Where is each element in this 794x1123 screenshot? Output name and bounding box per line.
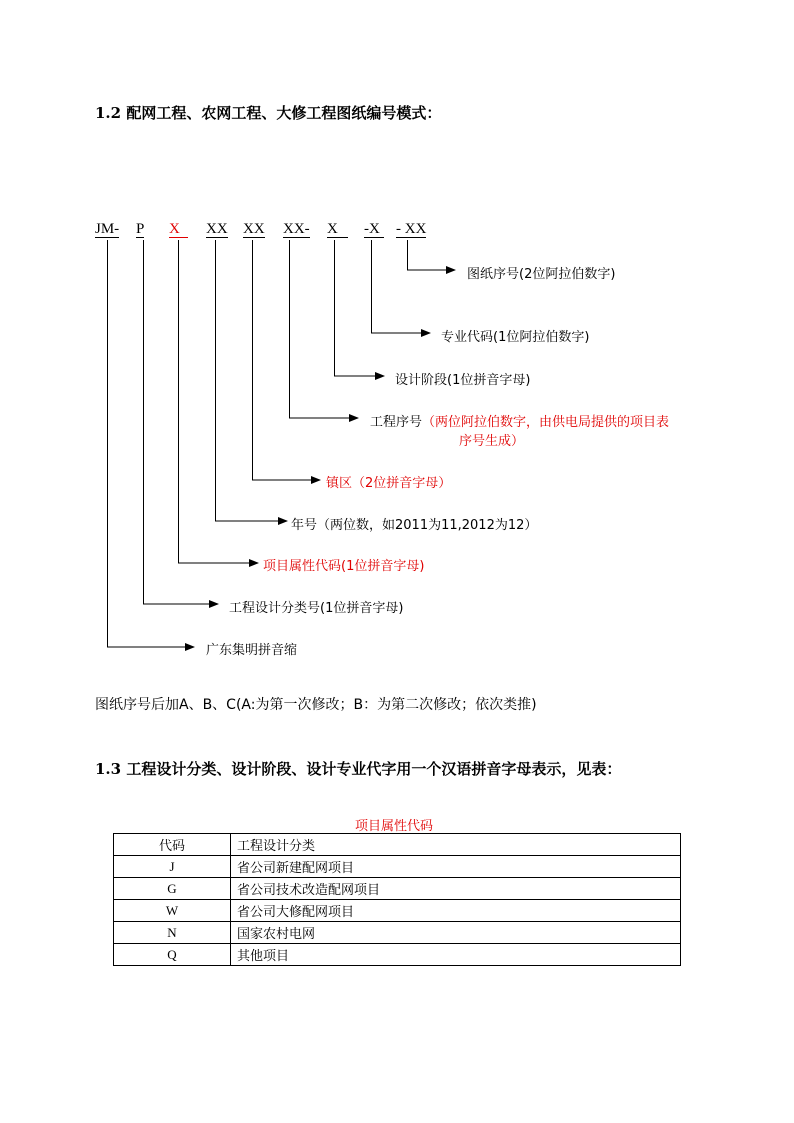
label-design-category: 工程设计分类号(1位拼音字母) [229,601,404,616]
code-segment-year: XX [206,221,228,237]
table-cell-category: 省公司新建配网项目 [231,856,681,878]
code-segment-p: P [136,221,145,237]
table-cell-code: J [114,856,231,878]
table-row [114,900,681,922]
connector-design-category [144,240,219,604]
code-segment-town: XX [243,221,265,237]
connector-year [216,240,288,521]
label-specialty-code: 专业代码(1位阿拉伯数字) [441,330,590,345]
table-header-row [114,834,681,856]
connector-town [253,240,321,480]
connector-project-seq [290,240,359,418]
table-header-code: 代码 [114,834,231,856]
label-project-seq-prefix: 工程序号 [370,415,423,430]
label-drawing-seq: 图纸序号(2位阿拉伯数字) [467,267,616,282]
code-segment-project-attr: X [169,222,188,238]
label-project-seq-detail: （两位阿拉伯数字，由供电局提供的项目表 [422,415,670,430]
connector-guangdong [108,240,195,647]
table-cell-code: Q [114,944,231,966]
connector-drawing-seq [408,240,456,270]
label-project-seq [370,411,669,430]
code-segment-specialty: -X [364,222,384,238]
table-cell-category: 其他项目 [231,944,681,966]
code-segment-project-seq: XX- [283,221,310,237]
section-1-2-heading: 1.2 配网工程、农网工程、大修工程图纸编号模式： [95,104,442,122]
table-cell-category: 国家农村电网 [231,922,681,944]
table-cell-code: G [114,878,231,900]
table-cell-category: 省公司技术改造配网项目 [231,878,681,900]
label-project-seq-detail-2: 序号生成） [459,434,525,449]
code-segment-drawing-seq: - XX [396,221,427,237]
table-row [114,944,681,966]
code-segment-jm: JM- [95,221,120,237]
table-caption: 项目属性代码 [355,819,434,834]
label-guangdong: 广东集明拼音缩 [206,643,298,658]
table-cell-code: N [114,922,231,944]
label-town-area: 镇区（2位拼音字母） [326,476,452,491]
table-cell-category: 省公司大修配网项目 [231,900,681,922]
table-header-category: 工程设计分类 [231,834,681,856]
label-project-attr: 项目属性代码(1位拼音字母) [263,559,425,574]
connector-project-attr [179,240,259,563]
label-design-stage: 设计阶段(1位拼音字母) [395,373,531,388]
connector-stage [335,240,385,376]
connector-specialty [372,240,431,333]
code-segment-stage: X [327,222,348,238]
table-row [114,922,681,944]
table-cell-code: W [114,900,231,922]
table-row [114,856,681,878]
revision-note: 图纸序号后加A、B、C(A:为第一次修改；B：为第二次修改；依次类推) [95,697,537,713]
project-attr-table [113,833,681,966]
table-row [114,878,681,900]
label-year: 年号（两位数，如2011为11,2012为12） [291,518,538,533]
section-1-3-heading: 1.3 工程设计分类、设计阶段、设计专业代字用一个汉语拼音字母表示，见表： [95,760,622,778]
